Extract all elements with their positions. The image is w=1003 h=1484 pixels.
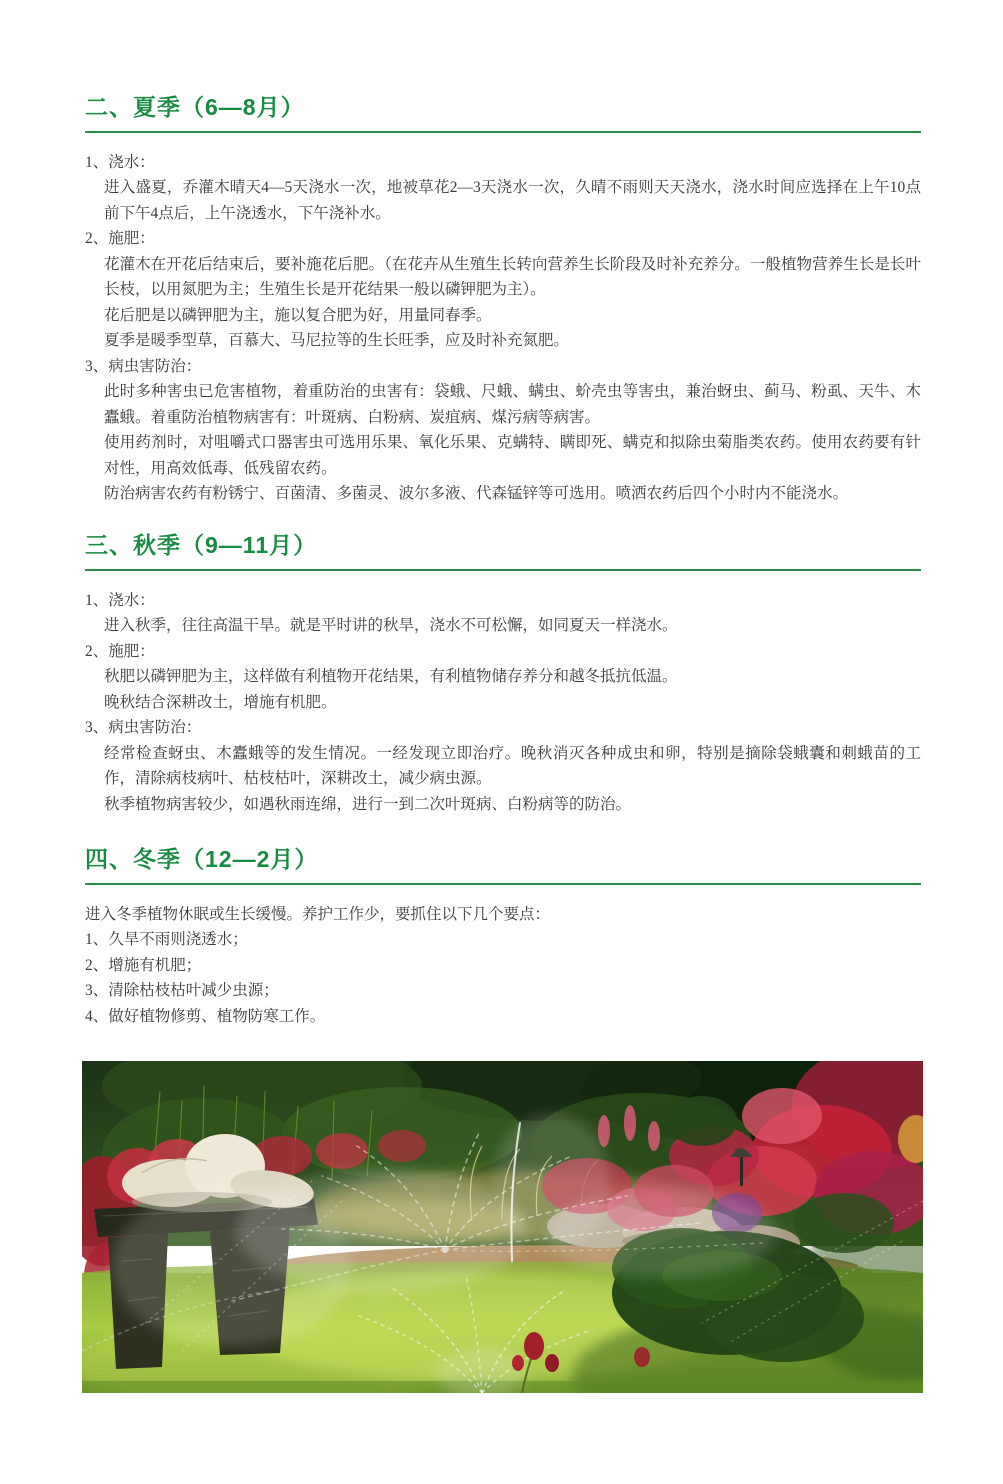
heading-rule	[85, 131, 921, 133]
winter-point: 1、久旱不雨则浇透水；	[85, 931, 248, 949]
paragraph: 秋肥以磷钾肥为主，这样做有利植物开花结果，有利植物储存养分和越冬抵抗低温。	[104, 668, 678, 685]
section-winter	[85, 845, 921, 1029]
list-item-title: 3、病虫害防治：	[85, 719, 202, 736]
paragraph: 晚秋结合深耕改土，增施有机肥。	[104, 693, 337, 711]
list-item	[85, 354, 921, 507]
list-item	[85, 588, 921, 639]
winter-intro: 进入冬季植物休眠或生长缓慢。养护工作少，要抓住以下几个要点：	[85, 905, 551, 923]
section-summer	[85, 93, 921, 507]
list-item-title: 2、施肥：	[85, 642, 155, 660]
paragraph: 防治病害农药有粉锈宁、百菌清、多菌灵、波尔多液、代森锰锌等可选用。喷洒农药后四个小时内不能浇水。	[104, 485, 849, 503]
section-heading-summer: 二、夏季（6—8月）	[85, 94, 305, 120]
paragraph: 夏季是暖季型草，百慕大、马尼拉等的生长旺季，应及时补充氮肥。	[104, 332, 570, 350]
winter-point: 4、做好植物修剪、植物防寒工作。	[85, 1007, 326, 1025]
winter-point: 2、增施有机肥；	[85, 956, 202, 974]
section-body	[85, 588, 921, 818]
paragraph: 进入盛夏，乔灌木晴天4—5天浇水一次，地被草花2—3天浇水一次，久晴不雨则天天浇水，浇水时间应选择在上午10点前下午4点后，上午浇透水，下午浇补水。	[104, 179, 921, 222]
winter-point: 3、清除枯枝枯叶减少虫源；	[85, 982, 279, 1000]
list-item	[85, 715, 921, 817]
paragraph: 此时多种害虫已危害植物，着重防治的虫害有：袋蛾、尺蛾、螨虫、蚧壳虫等害虫，兼治蚜虫、蓟马、粉虱、天牛、木蠹蛾。着重防治植物病害有：叶斑病、白粉病、炭疽病、煤污病等病害。	[104, 383, 921, 426]
heading-rule	[85, 883, 921, 885]
heading-rule	[85, 569, 921, 571]
section-heading-winter: 四、冬季（12—2月）	[85, 846, 319, 872]
paragraph: 经常检查蚜虫、木蠹蛾等的发生情况。一经发现立即治疗。晚秋消灭各种成虫和卵，特别是摘除袋蛾囊和刺蛾苗的工作，清除病枝病叶、枯枝枯叶，深耕改土，减少病虫源。	[104, 744, 921, 787]
list-item-title: 1、浇水：	[85, 153, 155, 171]
list-item-title: 1、浇水：	[85, 591, 155, 609]
paragraph: 花后肥是以磷钾肥为主，施以复合肥为好，用量同春季。	[104, 306, 492, 324]
paragraph: 秋季植物病害较少，如遇秋雨连绵，进行一到二次叶斑病、白粉病等的防治。	[104, 795, 632, 813]
paragraph: 花灌木在开花后结束后，要补施花后肥。（在花卉从生殖生长转向营养生长阶段及时补充养分。一般植物营养生长是长叶长枝，以用氮肥为主；生殖生长是开花结果一般以磷钾肥为主）。	[104, 255, 921, 299]
list-item-title: 3、病虫害防治：	[85, 357, 202, 375]
section-autumn	[85, 531, 921, 817]
section-body	[85, 902, 921, 1030]
section-heading-autumn: 三、秋季（9—11月）	[85, 531, 318, 558]
list-item	[85, 639, 921, 716]
list-item	[85, 150, 921, 227]
list-item	[85, 226, 921, 354]
garden-sprinkler-photo	[82, 1061, 923, 1393]
paragraph: 使用药剂时，对咀嚼式口器害虫可选用乐果、氧化乐果、克螨特、瞒即死、螨克和拟除虫菊脂类农药。使用农药要有针对性，用高效低毒、低残留农药。	[104, 434, 921, 477]
paragraph: 进入秋季，往往高温干旱。就是平时讲的秋旱，浇水不可松懈，如同夏天一样浇水。	[104, 617, 678, 634]
section-body	[85, 150, 921, 507]
page-content	[85, 0, 921, 1029]
list-item-title: 2、施肥：	[85, 230, 155, 248]
